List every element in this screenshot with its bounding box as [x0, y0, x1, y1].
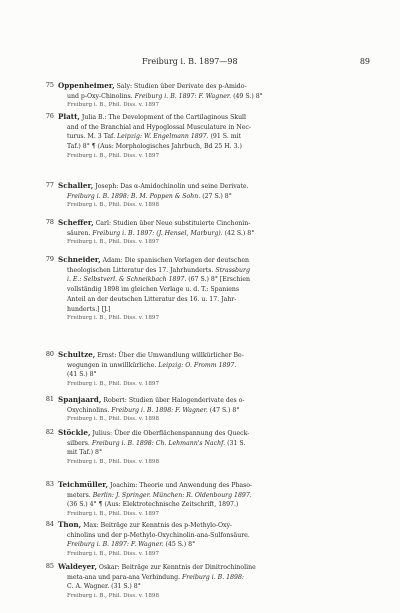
bibliography-entry: [45, 112, 370, 162]
bibliography-entry: [45, 562, 370, 602]
entry-text: (36 S.) 4° ¶ (Aus: Elektrotechnische Zeitschrift, 1897.): [67, 501, 239, 509]
entry-text: wegungen in unwillkürliche.: [67, 361, 157, 369]
entry-publisher: Freiburg i. B. 1897: (J. Hensel, Marburg).: [92, 229, 223, 237]
entry-text: Max: Beiträge zur Kenntnis des p-Methylo-Oxy-: [83, 522, 233, 529]
entry-line: [58, 123, 370, 133]
entry-number: 83: [45, 480, 54, 488]
bibliography-entry: [45, 255, 370, 324]
entry-text: turus. M. 3 Taf.: [67, 133, 116, 141]
entry-text: Oxychinolins.: [67, 406, 110, 414]
entry-dissertation-note: Freiburg i. B., Phil. Diss. v. 1898: [67, 416, 160, 423]
entry-text: (41 S.) 8°: [67, 371, 97, 379]
entry-line: [58, 285, 370, 295]
entry-extent: (49 S.) 8°: [233, 92, 263, 100]
entry-text: Saly: Studien über Derivate des p-Amido-: [116, 83, 247, 90]
entry-text: säuren.: [67, 229, 91, 237]
entry-line: [58, 305, 370, 315]
entry-text: and of the Branchial and Hypoglossal Musculature in Nec-: [67, 123, 251, 131]
running-title: Freiburg i. B. 1897—98: [142, 57, 238, 66]
entry-author: Spanjaard,: [58, 395, 102, 404]
entry-line: [58, 582, 370, 592]
entry-dissertation-note: Freiburg i. B., Phil. Diss. v. 1897: [67, 511, 160, 518]
entry-line: [58, 255, 370, 266]
entry-dissertation-note: Freiburg i. B., Phil. Diss. v. 1898: [67, 593, 160, 600]
entry-author: Teichmüller,: [58, 480, 109, 489]
entry-line: [58, 520, 370, 531]
entry-dissertation-note: Freiburg i. B., Phil. Diss. v. 1897: [67, 551, 160, 558]
entry-number: 85: [45, 562, 54, 570]
entry-author: Thon,: [58, 520, 82, 529]
entry-line: [58, 480, 370, 491]
entry-text: Ernst: Über die Umwandlung willkürlicher Be-: [97, 352, 244, 359]
entry-publisher: Freiburg i. B. 1898: Ch. Lehmann's Nachf.: [91, 439, 226, 447]
entry-extent: (47 S.) 8°: [209, 406, 240, 414]
entry-text: Joachim: Theorie und Anwendung des Phaso-: [110, 482, 253, 489]
entry-text: theologischen Litteratur des 17. Jahrhunderts.: [67, 266, 214, 274]
entry-line: [58, 370, 370, 380]
entry-line: [58, 540, 370, 550]
entry-text: Taf.) 8° ¶ (Aus: Morphologisches Jahrbuch, Bd 25 H. 3.): [67, 143, 242, 151]
entry-line: [58, 142, 370, 152]
entry-line: [58, 92, 370, 102]
entry-line: [58, 406, 370, 416]
entry-text: Oskar: Beiträge zur Kenntnis der Dinitrochinoline: [98, 564, 256, 571]
entry-number: 77: [45, 181, 54, 189]
entry-publisher: Freiburg i. B. 1898: B. M. Poppen & Sohn.: [67, 192, 201, 200]
entry-line: [58, 218, 370, 229]
entry-line: [58, 275, 370, 285]
page-header: [110, 57, 370, 71]
entry-text: chinolins und der p-Methylo-Oxychinolin-ana-Sulfonsäure.: [67, 531, 250, 539]
entry-line: [58, 573, 370, 583]
entry-number: 79: [45, 255, 54, 263]
entry-line: [58, 192, 370, 202]
entry-line: [58, 350, 370, 361]
entry-line: [58, 112, 370, 123]
entry-author: Scheffer,: [58, 218, 94, 227]
entry-number: 76: [45, 112, 54, 120]
entry-dissertation-note: Freiburg i. B., Phil. Diss. v. 1897: [67, 239, 160, 246]
bibliography-entry: [45, 181, 370, 211]
entry-number: 84: [45, 520, 54, 528]
entry-publisher: Strassburg: [215, 266, 250, 274]
entry-text: C. A. Wagner. (31 S.) 8°: [67, 583, 141, 591]
entry-text: Carl: Studien über Neue substituierte Cinchonin-: [95, 220, 251, 227]
entry-author: Schultze,: [58, 350, 96, 359]
entry-line: [58, 562, 370, 573]
entry-line: [58, 295, 370, 305]
entry-publisher: Leipzig: O. Fromm 1897.: [158, 361, 237, 369]
entry-line: [58, 500, 370, 510]
entry-dissertation-note: Freiburg i. B., Phil. Diss. v. 1898: [67, 459, 160, 466]
entry-number: 81: [45, 395, 54, 403]
entry-text: mit Taf.) 8°: [67, 449, 103, 457]
entry-publisher: Berlin: J. Springer. München: R. Oldenbourg 1897.: [92, 491, 252, 499]
entry-line: [58, 361, 370, 371]
entry-line: [58, 448, 370, 458]
entry-number: 82: [45, 428, 54, 436]
entry-author: Waldeyer,: [58, 562, 97, 571]
entry-line: [58, 491, 370, 501]
page-number: 89: [359, 57, 370, 66]
entry-number: 80: [45, 350, 54, 358]
entry-text: silbers.: [67, 439, 90, 447]
entry-line: [58, 395, 370, 406]
entry-line: [58, 439, 370, 449]
entry-line: [58, 81, 370, 92]
entry-dissertation-note: Freiburg i. B., Phil. Diss. v. 1898: [67, 202, 160, 209]
bibliography-entry: [45, 395, 370, 425]
entry-dissertation-note: Freiburg i. B., Phil. Diss. v. 1897: [67, 152, 160, 159]
entry-publisher: Freiburg i. B. 1897: F. Wagner.: [134, 92, 232, 100]
entry-publisher: Freiburg i. B. 1898:: [182, 573, 244, 581]
entry-author: Stöckle,: [58, 428, 91, 437]
entry-extent: (45 S.) 8°: [165, 541, 196, 549]
entry-publisher: i. E.: Selbstverl. & Schneikbach 1897.: [67, 276, 187, 284]
entry-line: [58, 428, 370, 439]
entry-publisher: Freiburg i. B. 1898: F. Wagner.: [111, 406, 208, 414]
entry-dissertation-note: Freiburg i. B., Phil. Diss. v. 1897: [67, 381, 160, 388]
entry-line: [58, 132, 370, 142]
entry-author: Schneider,: [58, 255, 101, 264]
entry-dissertation-note: Freiburg i. B., Phil. Diss. v. 1897: [67, 102, 160, 109]
entry-text: Anteil an der deutschen Litteratur des 16. u. 17. Jahr-: [67, 295, 237, 303]
entry-author: Schaller,: [58, 181, 94, 190]
entry-extent: (42 S.) 8°: [224, 229, 255, 237]
entry-line: [58, 531, 370, 541]
entry-number: 78: [45, 218, 54, 226]
bibliography-entry: [45, 480, 370, 520]
entry-text: Julia B.: The Development of the Cartilaginous Skull: [81, 114, 247, 121]
entry-line: [58, 181, 370, 192]
entry-author: Platt,: [58, 112, 80, 121]
entry-author: Oppenheimer,: [58, 81, 115, 90]
entry-extent: (31 S.: [227, 439, 246, 447]
bibliography-entry: [45, 520, 370, 560]
entry-text: Adam: Die spanischen Vorlagen der deutschen: [102, 257, 250, 264]
entry-text: Julius: Über die Oberflächenspannung des Queck-: [92, 430, 250, 437]
entry-extent: (67 S.) 8° [Erschien: [188, 276, 251, 284]
entry-number: 75: [45, 81, 54, 89]
bibliography-entry: [45, 350, 370, 390]
entry-text: meta-ana und para-ana Verbindung.: [67, 573, 181, 581]
entry-dissertation-note: Freiburg i. B., Phil. Diss. v. 1897: [67, 315, 160, 322]
entry-text: und p-Oxy-Chinolins.: [67, 92, 133, 100]
entry-text: meters.: [67, 491, 91, 499]
entry-text: hunderts.] [J.]: [67, 305, 111, 313]
entry-text: Robert: Studien über Halogenderivate des o-: [103, 397, 245, 404]
entry-text: Joseph: Das α-Amidochinolin und seine Derivate.: [95, 183, 249, 190]
bibliography-entry: [45, 218, 370, 248]
entry-extent: (27 S.) 8°: [202, 192, 232, 200]
entry-line: [58, 229, 370, 239]
entry-publisher: Leipzig: W. Engelmann 1897.: [117, 133, 209, 141]
bibliography-entry: [45, 428, 370, 468]
entry-text: vollständig 1898 im gleichen Verlage u. d. T.: Spaniens: [67, 286, 240, 294]
entry-publisher: Freiburg i. B. 1897: F. Wagner.: [67, 541, 164, 549]
entry-extent: (91 S. mit: [210, 133, 242, 141]
bibliography-entry: [45, 81, 370, 111]
entry-line: [58, 266, 370, 276]
